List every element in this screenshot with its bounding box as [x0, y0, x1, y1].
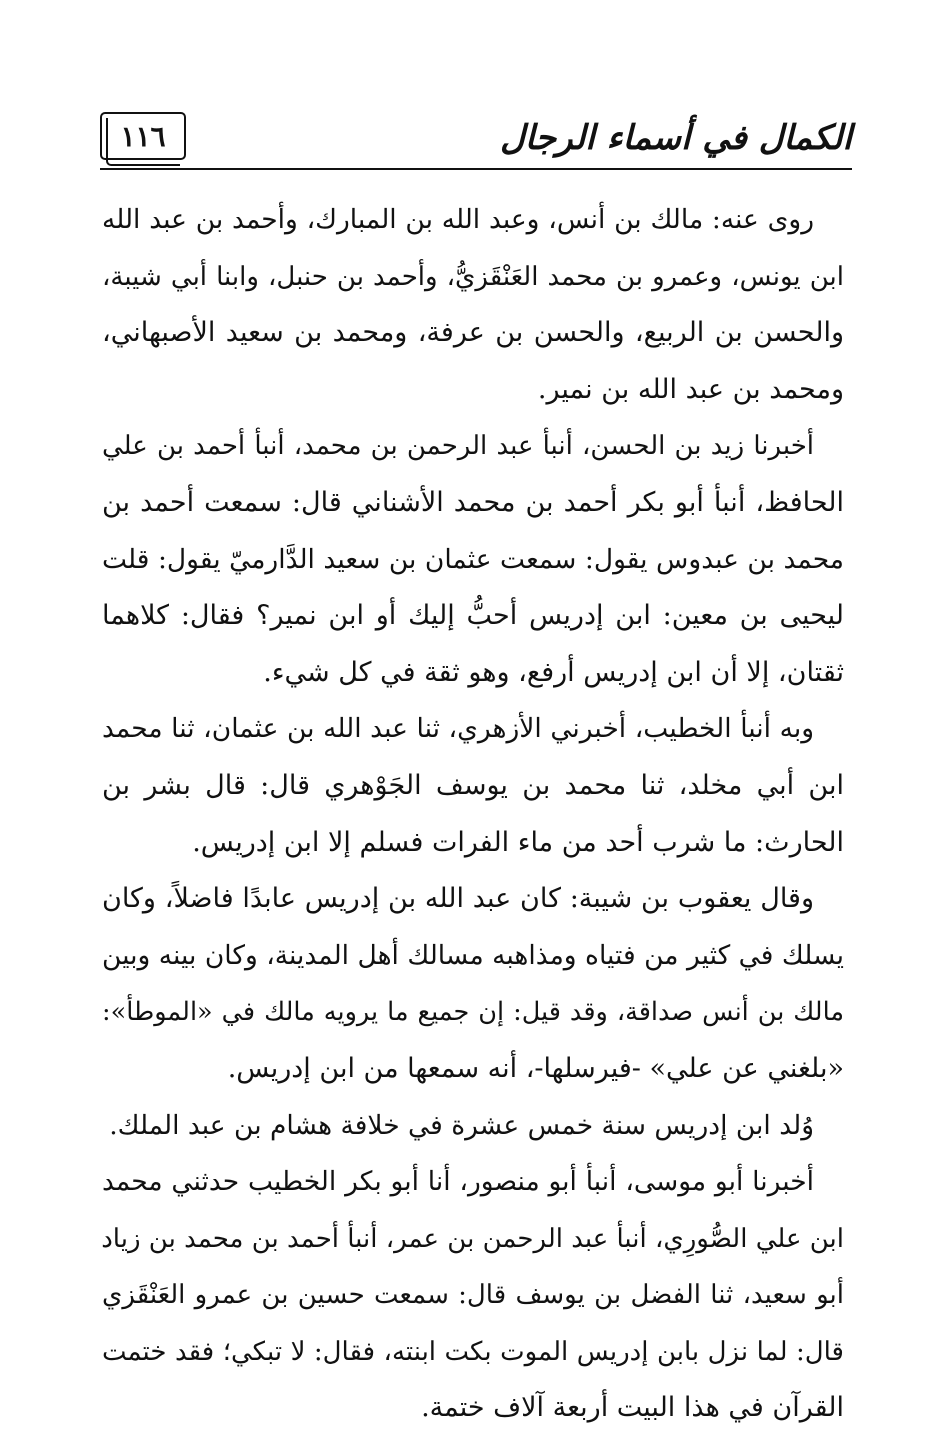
text-line: وبه أنبأ الخطيب، أخبرني الأزهري، ثنا عبد الله بن عثمان، ثنا محمد: [102, 713, 814, 745]
text-line: أخبرنا زيد بن الحسن، أنبأ عبد الرحمن بن محمد، أنبأ أحمد بن علي: [102, 431, 814, 462]
text-line: وُلد ابن إدريس سنة خمس عشرة في خلافة هشام بن عبد الملك.: [109, 1109, 814, 1141]
page-number: ١١٦: [100, 112, 186, 160]
text-line: ابن علي الصُّورِي، أنبأ عبد الرحمن بن عمر، أنبأ أحمد بن محمد بن زياد: [101, 1223, 844, 1254]
text-line: الحارث: ما شرب أحد من ماء الفرات فسلم إلا ابن إدريس.: [192, 826, 844, 858]
text-line: أخبرنا أبو موسى، أنبأ أبو منصور، أنا أبو بكر الخطيب حدثني محمد: [102, 1166, 814, 1198]
text-line: ومحمد بن عبد الله بن نمير.: [537, 373, 844, 405]
text-line: أبو سعيد، ثنا الفضل بن يوسف قال: سمعت حسين بن عمرو العَنْقَزي: [102, 1280, 844, 1311]
text-line: ليحيى بن معين: ابن إدريس أحبُّ إليك أو ابن نمير؟ فقال: كلاهما: [102, 600, 844, 632]
text-line: يسلك في كثير من فتياه ومذاهبه مسالك أهل المدينة، وكان بينه وبين: [102, 939, 844, 971]
text-line: «بلغني عن علي» -فيرسلها-، أنه سمعها من ابن إدريس.: [227, 1052, 844, 1084]
text-line: والحسن بن الربيع، والحسن بن عرفة، ومحمد بن سعيد الأصبهاني،: [102, 317, 844, 349]
text-line: قال: لما نزل بابن إدريس الموت بكت ابنته، فقال: لا تبكي؛ فقد ختمت: [102, 1336, 844, 1367]
book-title: الكمال في أسماء الرجال: [500, 118, 852, 158]
text-line: ابن يونس، وعمرو بن محمد العَنْقَزيُّ، وأحمد بن حنبل، وابنا أبي شيبة،: [102, 261, 844, 292]
header-divider: [100, 168, 852, 170]
text-line: وقال يعقوب بن شيبة: كان عبد الله بن إدريس عابدًا فاضلاً، وكان: [102, 883, 814, 915]
text-line: محمد بن عبدوس يقول: سمعت عثمان بن سعيد الدَّارميّ يقول: قلت: [102, 543, 845, 575]
text-line: ثقتان، إلا أن ابن إدريس أرفع، وهو ثقة في كل شيء.: [263, 656, 844, 688]
text-line: ابن أبي مخلد، ثنا محمد بن يوسف الجَوْهري قال: قال بشر بن: [102, 769, 844, 801]
text-line: الحافظ، أنبأ أبو بكر أحمد بن محمد الأشناني قال: سمعت أحمد بن: [102, 486, 844, 518]
text-line: القرآن في هذا البيت أربعة آلاف ختمة.: [421, 1392, 844, 1424]
text-line: روى عنه: مالك بن أنس، وعبد الله بن المبارك، وأحمد بن عبد الله: [102, 204, 814, 235]
text-line: مالك بن أنس صداقة، وقد قيل: إن جميع ما يرويه مالك في «الموطأ»:: [102, 997, 844, 1028]
body-text: [102, 192, 844, 1437]
page-header: [100, 112, 852, 174]
